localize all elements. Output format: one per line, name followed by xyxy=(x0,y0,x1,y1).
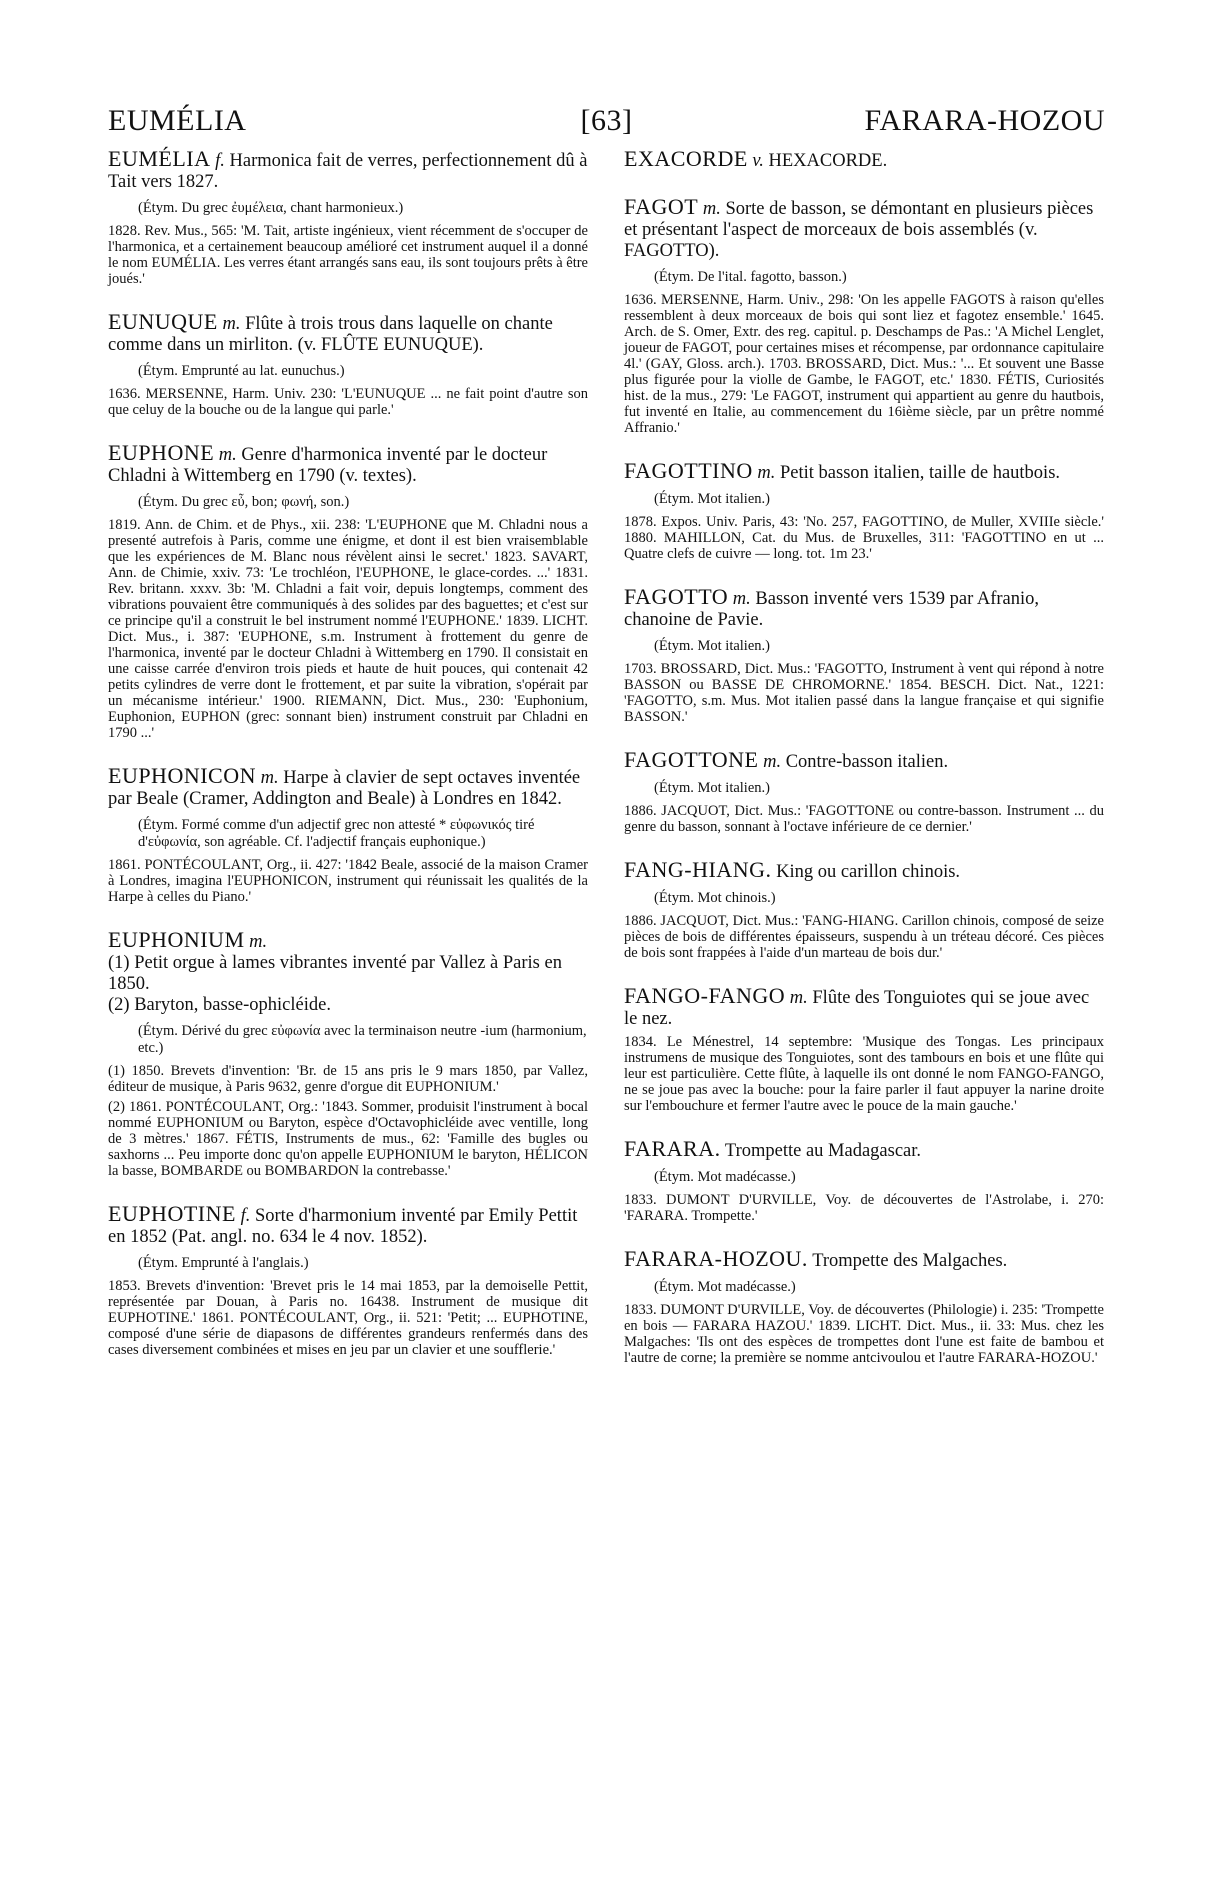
entry-definition-line xyxy=(624,859,1104,883)
entry-gender: m. xyxy=(222,314,241,334)
entry-citation: 1833. DUMONT D'URVILLE, Voy. de découvertes de l'Astrolabe, i. 270: 'FARARA. Trompette.' xyxy=(624,1192,1104,1224)
dictionary-entry xyxy=(624,985,1104,1114)
entry-gender: v. xyxy=(752,151,764,171)
entry-gender: m. xyxy=(260,768,279,788)
entry-gender: m. xyxy=(218,445,237,465)
entry-definition: Trompette des Malgaches. xyxy=(812,1251,1008,1271)
dictionary-entry xyxy=(624,460,1104,562)
entry-definition: Sorte de basson, se démontant en plusieurs pièces et présentant l'aspect de morceaux de bois assemblés (v. FAGOTTO). xyxy=(624,199,1094,261)
entry-definition-line xyxy=(624,148,1104,172)
entry-gender: m. xyxy=(249,932,268,952)
entry-etymology: (Étym. Emprunté à l'anglais.) xyxy=(138,1255,309,1271)
page-number: [63] xyxy=(580,104,633,137)
entry-definition-line xyxy=(108,148,588,193)
entry-gender: m. xyxy=(757,463,776,483)
running-head xyxy=(108,104,1105,144)
entry-etymology: (Étym. Formé comme d'un adjectif grec non attesté * εὐφωνικός tiré d'εὐφωνία, son agréable. Cf. l'adjectif français euphonique.) xyxy=(138,817,535,850)
entry-citation: 1886. JACQUOT, Dict. Mus.: 'FANG-HIANG. Carillon chinois, composé de seize pièces de bois de différentes épaisseurs, suspendu à un tréteau décoré. Ces pièces de bois sont frappées à l'aide d'un marteau de bois dur.' xyxy=(624,913,1104,961)
entry-headword: FARARA. xyxy=(624,1136,721,1161)
entry-etymology: (Étym. Mot italien.) xyxy=(654,780,770,796)
entry-headword: FAGOT xyxy=(624,194,699,219)
entry-definition: Harmonica fait de verres, perfectionnement dû à Tait vers 1827. xyxy=(108,151,588,192)
entry-headword: EXACORDE xyxy=(624,146,748,171)
entry-citation: 1819. Ann. de Chim. et de Phys., xii. 238: 'L'EUPHONE que M. Chladni nous a presenté autrefois à Paris, comme une énigme, et dont il est bien vraisemblable que les expériences de M. Blanc nous révèlent ainsi le secret.' 1823. SAVART, Ann. de Chimie, xxiv. 73: 'Le trochléon, l'EUPHONE, le glace-cordes. ...' 1831. Rev. britann. xxxv. 3b: 'M. Chladni a fait voir, depuis longtemps, comment des vibrations pouvaient être communiqués à des solides par des baguettes; et c'est sur ce principe qu'il a construit le bel instrument nommé l'EUPHONE.' 1839. LICHT. Dict. Mus., i. 387: 'EUPHONE, s.m. Instrument à frottement du genre de l'harmonica, inventé par le docteur Chladni à Wittemberg en 1790. Il consistait en une caisse carrée d'environ trois pieds et haute de huit pouces, qui contenait 42 petits cylindres de verre dont le frottement, et par suite la vibration, s'opérait par un mécanisme intérieur.' 1900. RIEMANN, Dict. Mus., 230: 'Euphonium, Euphonion, EUPHON (grec: sonnant bien) instrument construit par Chladni en 1790 ...' xyxy=(108,517,588,741)
entry-citation: 1853. Brevets d'invention: 'Brevet pris le 14 mai 1853, par la demoiselle Pettit, représentée par Douan, à Paris no. 16438. Instrument de musique dit EUPHOTINE.' 1861. PONTÉCOULANT, Org., ii. 521: 'Petit; ... EUPHOTINE, composé d'une série de diapasons de différentes grandeurs renfermés dans des cases diversement combinées et mises en jeu par un clavier et une soufflerie.' xyxy=(108,1278,588,1358)
entry-definition-line xyxy=(108,311,588,356)
entry-etymology: (Étym. Mot italien.) xyxy=(654,638,770,654)
entry-definition: Sorte d'harmonium inventé par Emily Pettit en 1852 (Pat. angl. no. 634 le 4 nov. 1852). xyxy=(108,1206,578,1247)
running-head-right: FARARA-HOZOU xyxy=(864,104,1105,137)
entry-definition: Basson inventé vers 1539 par Afranio, chanoine de Pavie. xyxy=(624,589,1039,630)
entry-headword: EUMÉLIA xyxy=(108,146,211,171)
entry-etymology: (Étym. Mot italien.) xyxy=(654,491,770,507)
entry-definition: Harpe à clavier de sept octaves inventée par Beale (Cramer, Addington and Beale) à Londres en 1842. xyxy=(108,768,581,809)
right-column xyxy=(624,148,1104,1390)
entry-etymology: (Étym. Emprunté au lat. eunuchus.) xyxy=(138,363,345,379)
entry-headword: FANGO-FANGO xyxy=(624,983,786,1008)
entry-definition: Flûte à trois trous dans laquelle on chante comme dans un mirliton. (v. FLÛTE EUNUQUE). xyxy=(108,314,553,355)
left-column xyxy=(108,148,588,1382)
entry-definition-line xyxy=(108,765,588,810)
entry-definition-line xyxy=(108,929,588,953)
entry-gender: f. xyxy=(240,1206,251,1226)
entry-etymology: (Étym. Dérivé du grec εὐφωνία avec la terminaison neutre -ium (harmonium, etc.) xyxy=(138,1023,587,1056)
dictionary-entry xyxy=(624,859,1104,961)
entry-etymology: (Étym. Mot madécasse.) xyxy=(654,1279,796,1295)
entry-definition: Genre d'harmonica inventé par le docteur Chladni à Wittemberg en 1790 (v. textes). xyxy=(108,445,548,486)
entry-definition-line xyxy=(624,985,1104,1030)
dictionary-entry xyxy=(108,442,588,741)
entry-citation: (1) 1850. Brevets d'invention: 'Br. de 15 ans pris le 9 mars 1850, par Vallez, éditeur de musique, à Paris 9632, genre d'orgue dit EUPHONIUM.' xyxy=(108,1063,588,1095)
entry-citation: (2) 1861. PONTÉCOULANT, Org.: '1843. Sommer, produisit l'instrument à bocal nommé EUPHONIUM ou Baryton, espèce d'Octavophicléide avec ventille, long de 3 mètres.' 1867. FÉTIS, Instruments de mus., 62: 'Famille des bugles ou saxhorns ... Peu importe donc qu'on appelle EUPHONIUM le baryton, HÉLICON la basse, BOMBARDE ou BOMBARDON la contrebasse.' xyxy=(108,1099,588,1179)
entry-headword: EUPHONE xyxy=(108,440,215,465)
entry-headword: EUPHONIUM xyxy=(108,927,245,952)
dictionary-entry xyxy=(108,929,588,1179)
dictionary-entry xyxy=(624,749,1104,835)
entry-citation: 1703. BROSSARD, Dict. Mus.: 'FAGOTTO, Instrument à vent qui répond à notre BASSON ou BASSE DE CHROMORNE.' 1854. BESCH. Dict. Nat., 1221: 'FAGOTTO, s.m. Mus. Mot italien passé dans la langue française et qui signifie BASSON.' xyxy=(624,661,1104,725)
entry-definition-line xyxy=(624,1138,1104,1162)
entry-definition-line xyxy=(624,586,1104,631)
entry-citation: 1861. PONTÉCOULANT, Org., ii. 427: '1842 Beale, associé de la maison Cramer à Londres, imagina l'EUPHONICON, instrument qui réunissait les qualités de la Harpe à celles du Piano.' xyxy=(108,857,588,905)
entry-definition: Flûte des Tonguiotes qui se joue avec le nez. xyxy=(624,988,1090,1029)
entry-etymology: (Étym. Du grec ἐυμέλεια, chant harmonieux.) xyxy=(138,200,404,216)
entry-definition: Contre-basson italien. xyxy=(785,752,949,772)
entry-citation: 1636. MERSENNE, Harm. Univ. 230: 'L'EUNUQUE ... ne fait point d'autre son que celuy de la bouche ou de la langue qui parle.' xyxy=(108,386,588,418)
dictionary-entry xyxy=(624,196,1104,436)
entry-citation: 1636. MERSENNE, Harm. Univ., 298: 'On les appelle FAGOTS à raison qu'elles ressemblent à deux morceaux de bois qui sont liez et fagotez ensemble.' 1645. Arch. de S. Omer, Extr. des reg. capitul. p. Deschamps de Pas.: 'A Michel Lenglet, joueur de FAGOT, pour certaines mises et récompense, par ordonnance capitulaire 4l.' (GAY, Gloss. arch.). 1703. BROSSARD, Dict. Mus.: '... Et souvent une Basse plus figurée pour la violle de Gambe, le FAGOT, etc.' 1830. FÉTIS, Curiosités hist. de la mus., 279: 'Le FAGOT, instrument qui appartient au genre du hautbois, fut inventé en Italie, au commencement du 16ième siècle, par un prêtre nommé Affranio.' xyxy=(624,292,1104,436)
entry-headword: EUNUQUE xyxy=(108,309,218,334)
entry-citation: 1828. Rev. Mus., 565: 'M. Tait, artiste ingénieux, vient récemment de s'occuper de l'harmonica, et a certainement beaucoup amélioré cet instrument auquel il a donné le nom EUMÉLIA. Les verres étant arrangés sans eau, ils sont toujours prêts à être joués.' xyxy=(108,223,588,287)
dictionary-entry xyxy=(624,1138,1104,1224)
entry-definition-line xyxy=(624,749,1104,773)
entry-definition: King ou carillon chinois. xyxy=(776,862,961,882)
entry-etymology: (Étym. Mot madécasse.) xyxy=(654,1169,796,1185)
entry-sense: (1) Petit orgue à lames vibrantes inventé par Vallez à Paris en 1850. xyxy=(108,953,562,994)
entry-headword: FAGOTTONE xyxy=(624,747,759,772)
entry-citation: 1834. Le Ménestrel, 14 septembre: 'Musique des Tongas. Les principaux instrumens de musique des Tonguiotes, sont des tambours en bois et une flûte qui leur est particulière. Cette flûte, à laquelle ils ont donné le nom FANGO-FANGO, ne se joue pas avec la bouche: pour la faire parler il faut appuyer la narine droite sur l'embouchure et fermer l'autre avec le pouce de la main gauche.' xyxy=(624,1034,1104,1114)
entry-sense: (2) Baryton, basse-ophicléide. xyxy=(108,995,331,1015)
entry-gender: m. xyxy=(763,752,782,772)
entry-definition-line xyxy=(624,1248,1104,1272)
running-head-left: EUMÉLIA xyxy=(108,104,247,137)
entry-gender: m. xyxy=(732,589,751,609)
entry-definition: Petit basson italien, taille de hautbois. xyxy=(780,463,1061,483)
entry-headword: FAGOTTO xyxy=(624,584,729,609)
dictionary-entry xyxy=(108,311,588,418)
dictionary-entry xyxy=(108,1203,588,1358)
entry-gender: m. xyxy=(789,988,808,1008)
entry-headword: FARARA-HOZOU. xyxy=(624,1246,808,1271)
entry-definition-line xyxy=(624,196,1104,262)
entry-etymology: (Étym. Du grec εὖ, bon; φωνή, son.) xyxy=(138,494,350,510)
entry-citation: 1878. Expos. Univ. Paris, 43: 'No. 257, FAGOTTINO, de Muller, XVIIIe siècle.' 1880. MAHILLON, Cat. du Mus. de Bruxelles, 311: 'FAGOTTINO en ut ... Quatre clefs de cuivre — long. tot. 1m 23.' xyxy=(624,514,1104,562)
entry-definition: HEXACORDE. xyxy=(768,151,888,171)
entry-headword: EUPHONICON xyxy=(108,763,256,788)
dictionary-entry xyxy=(624,1248,1104,1366)
entry-citation: 1886. JACQUOT, Dict. Mus.: 'FAGOTTONE ou contre-basson. Instrument ... du genre du basson, sonnant à l'octave inférieure de ce dernier.' xyxy=(624,803,1104,835)
entry-citation: 1833. DUMONT D'URVILLE, Voy. de découvertes (Philologie) i. 235: 'Trompette en bois — FARARA HAZOU.' 1839. LICHT. Dict. Mus., ii. 33: Mus. chez les Malgaches: 'Ils ont des espèces de trompettes dont l'une est faite de bambou et l'autre de corne; la première se nomme antcivoulou et l'autre FARARA-HOZOU.' xyxy=(624,1302,1104,1366)
entry-etymology: (Étym. Mot chinois.) xyxy=(654,890,776,906)
dictionary-entry xyxy=(108,765,588,905)
entry-definition-line xyxy=(624,460,1104,484)
entry-headword: FANG-HIANG. xyxy=(624,857,772,882)
entry-definition: Trompette au Madagascar. xyxy=(724,1141,922,1161)
entry-gender: m. xyxy=(702,199,721,219)
entry-definition-line xyxy=(108,1203,588,1248)
dictionary-entry xyxy=(624,148,1104,172)
dictionary-entry xyxy=(624,586,1104,725)
entry-headword: FAGOTTINO xyxy=(624,458,753,483)
entry-definition-line xyxy=(108,442,588,487)
entry-etymology: (Étym. De l'ital. fagotto, basson.) xyxy=(654,269,847,285)
entry-headword: EUPHOTINE xyxy=(108,1201,236,1226)
entry-gender: f. xyxy=(215,151,225,171)
dictionary-entry xyxy=(108,148,588,287)
